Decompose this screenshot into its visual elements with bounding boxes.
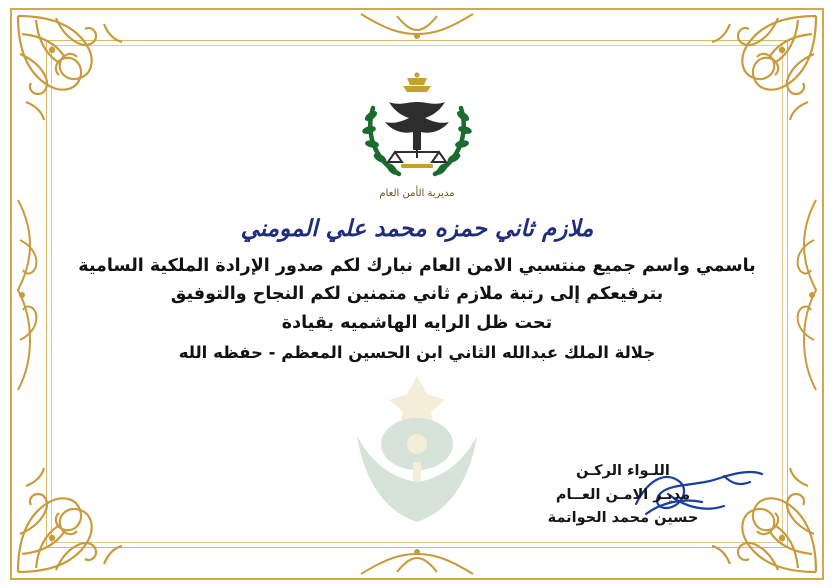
side-flourish-icon [357,6,477,46]
body-line-4: جلالة الملك عبدالله الثاني ابن الحسين المعظم - حفظه الله [178,343,656,363]
signature-block [508,460,738,530]
public-security-emblem-icon [343,72,491,190]
signatory-rank: اللـواء الركـن [576,463,670,480]
signatory-name: حسين محمد الحواتمة [547,509,699,526]
side-flourish-icon [784,190,826,400]
emblem-caption: مديرية الأمن العام [379,188,455,199]
body-line-2: بترفيعكم إلى رتبة ملازم ثاني متمنين لكم النجاح والتوفيق [170,284,664,305]
body-line-1: باسمي واسم جميع منتسبي الامن العام نبارك لكم صدور الإرادة الملكية السامية [78,256,756,276]
recipient-name: ملازم ثاني حمزه محمد علي المومني [240,215,594,242]
side-flourish-icon [357,542,477,582]
signatory-title: مديـر الامـن العــام [555,486,691,503]
body-line-3: تحت ظل الرايه الهاشميه بقيادة [281,312,553,333]
side-flourish-icon [8,190,50,400]
